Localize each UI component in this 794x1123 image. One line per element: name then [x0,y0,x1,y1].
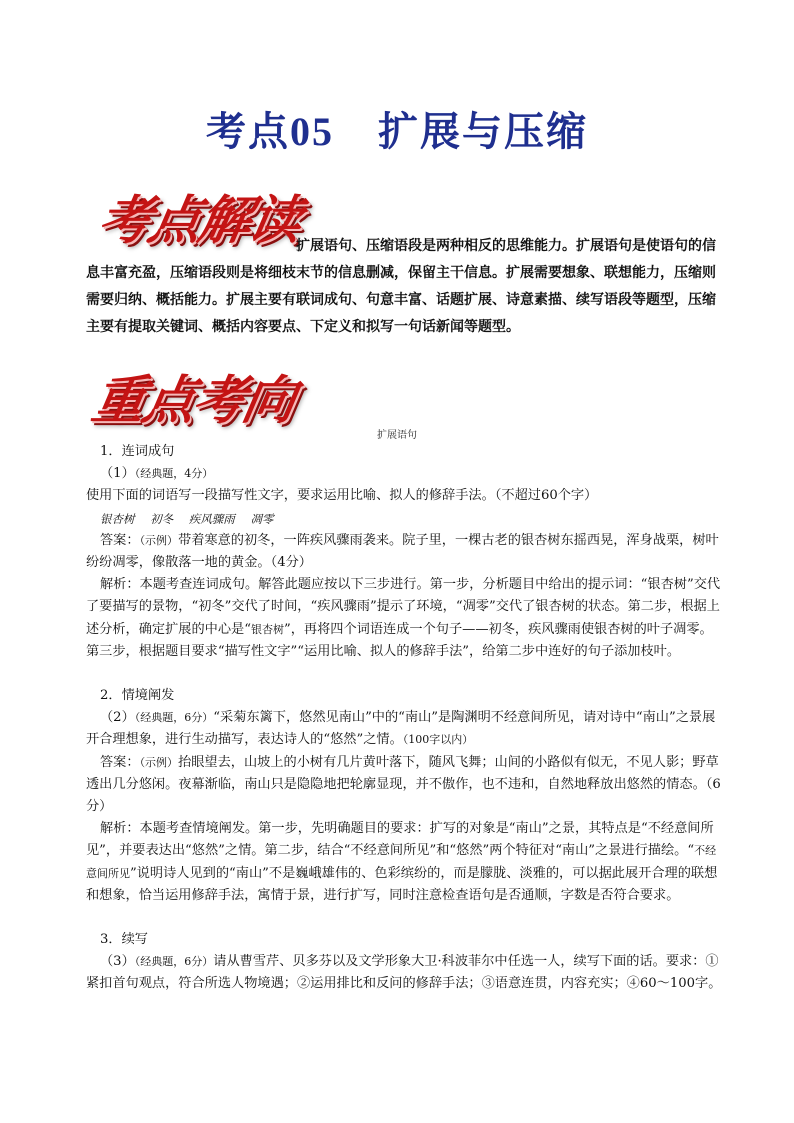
s1-question-text: 使用下面的词语写一段描写性文字，要求运用比喻、拟人的修辞手法。（不超过60个字） [86,488,598,504]
section-label: 扩展语句 [377,430,417,441]
s1-question [86,463,722,507]
banner-interpretation: 考点解读 [93,190,305,251]
s1-question-number: （1） [100,466,135,482]
content-body [86,441,722,996]
s1-analysis-key: 银杏树 [251,622,284,636]
s1-word-list: 银杏树 初冬 疾风骤雨 凋零 [100,511,274,526]
s2-question-number: （2） [100,710,135,726]
intro-paragraph: 扩展语句、压缩语段是两种相反的思维能力。扩展语句是使语句的信息丰富充盈，压缩语段则是将细枝末节的信息删减，保留主干信息。扩展需要想象、联想能力，压缩则需要归纳、概括能力。扩展主要有联词成句、句意丰富、话题扩展、诗意素描、续写语段等题型，压缩主要有提取关键词、概括内容要点、下定义和拟写一句话新闻等题型。 [86,238,716,335]
s2-analysis-part-a: 解析：本题考查情境阐发。第一步，先明确题目的要求：扩写的对象是“南山”之景，其特点是“不经意间所见”，并要表达出“悠然”之情。第二步，结合“不经意间所见”和“悠然”两个特征对“南山”之景进行描绘。“ [86,821,714,859]
s2-analysis-key: 不经意间所见 [86,844,717,880]
s1-analysis-part-a: 解析：本题考查连词成句。解答此题应按以下三步进行。第一步，分析题目中给出的提示词：“银杏树”交代了要描写的景物，“初冬”交代了时间，“疾风骤雨”提示了环境，“凋零”交代了银杏树的状态。第二步，根据上述分析，确定扩展的中心是“ [86,577,721,637]
s2-answer-text: 抬眼望去，山坡上的小树有几片黄叶落下，随风飞舞；山间的小路似有似无，不见人影；野草透出几分悠闲。夜幕渐临，南山只是隐隐地把轮廓显现，并不傲作，也不违和，自然地释放出悠然的情态。（6分） [86,754,721,815]
s1-answer-label: 答案： [100,754,140,770]
s2-question-text: “采菊东篱下，悠然见南山”中的“南山”是陶渊明不经意间所见，请对诗中“南山”之景展开合理想象，进行生动描写，表达诗人的“悠然”之情。 [86,710,716,748]
s3-question-text: 请从曹雪芹、贝多芬以及文学形象大卫·科波菲尔中任选一人，续写下面的话。要求：①紧扣首句观点，符合所选人物境遇；②运用排比和反问的修辞手法；③语意连贯，内容充实；④60～100字。 [86,954,722,992]
s1-analysis-part-b: ”，再将四个词语连成一个句子——初冬，疾风骤雨使银杏树的叶子凋零。第三步，根据题目要求“描写性文字”“运用比喻、拟人的修辞手法”，给第二步中连好的句子添加枝叶。 [86,621,713,659]
title-prefix: 考点 [206,108,290,155]
s2-heading: 2．情境阐发 [100,688,175,704]
banner-focus: 重点考向 [87,370,299,431]
s3-heading: 3．续写 [100,932,148,948]
s2-question-limit: （100字以内） [402,733,474,747]
s1-analysis [86,574,722,663]
title-topic: 扩展与压缩 [378,108,588,155]
s1-answer-tag: （示例） [139,533,179,547]
s3-question-number: （3） [100,954,135,970]
s2-question-tag: （经典题，6分） [134,711,214,725]
s1-heading: 1．连词成句 [100,444,175,459]
s1-answer [86,530,722,574]
s2-analysis-part-b: ”说明诗人见到的“南山”不是巍峨雄伟的、色彩缤纷的，而是朦胧、淡雅的，可以据此展开合理的联想和想象，恰当运用修辞手法，寓情于景，进行扩写，同时注意检查语句是否通顺，字数是否符合要求。 [86,865,718,903]
s2-question [86,707,722,751]
s3-question-tag: （经典题，6分） [134,955,214,969]
s1-answer-label: 答案： [100,532,140,548]
s3-question [86,951,722,995]
title-number: 05 [290,109,334,154]
s2-analysis [86,818,722,907]
s2-answer [86,752,722,819]
s2-answer-tag: （示例） [139,755,179,769]
s1-answer-text: 带着寒意的初冬，一阵疾风骤雨袭来。院子里，一棵古老的银杏树东摇西晃，浑身战栗，树叶纷纷凋零，像散落一地的黄金。（4分） [86,532,719,571]
s1-question-tag: （经典题，4分） [134,467,214,481]
page-title [0,100,794,157]
